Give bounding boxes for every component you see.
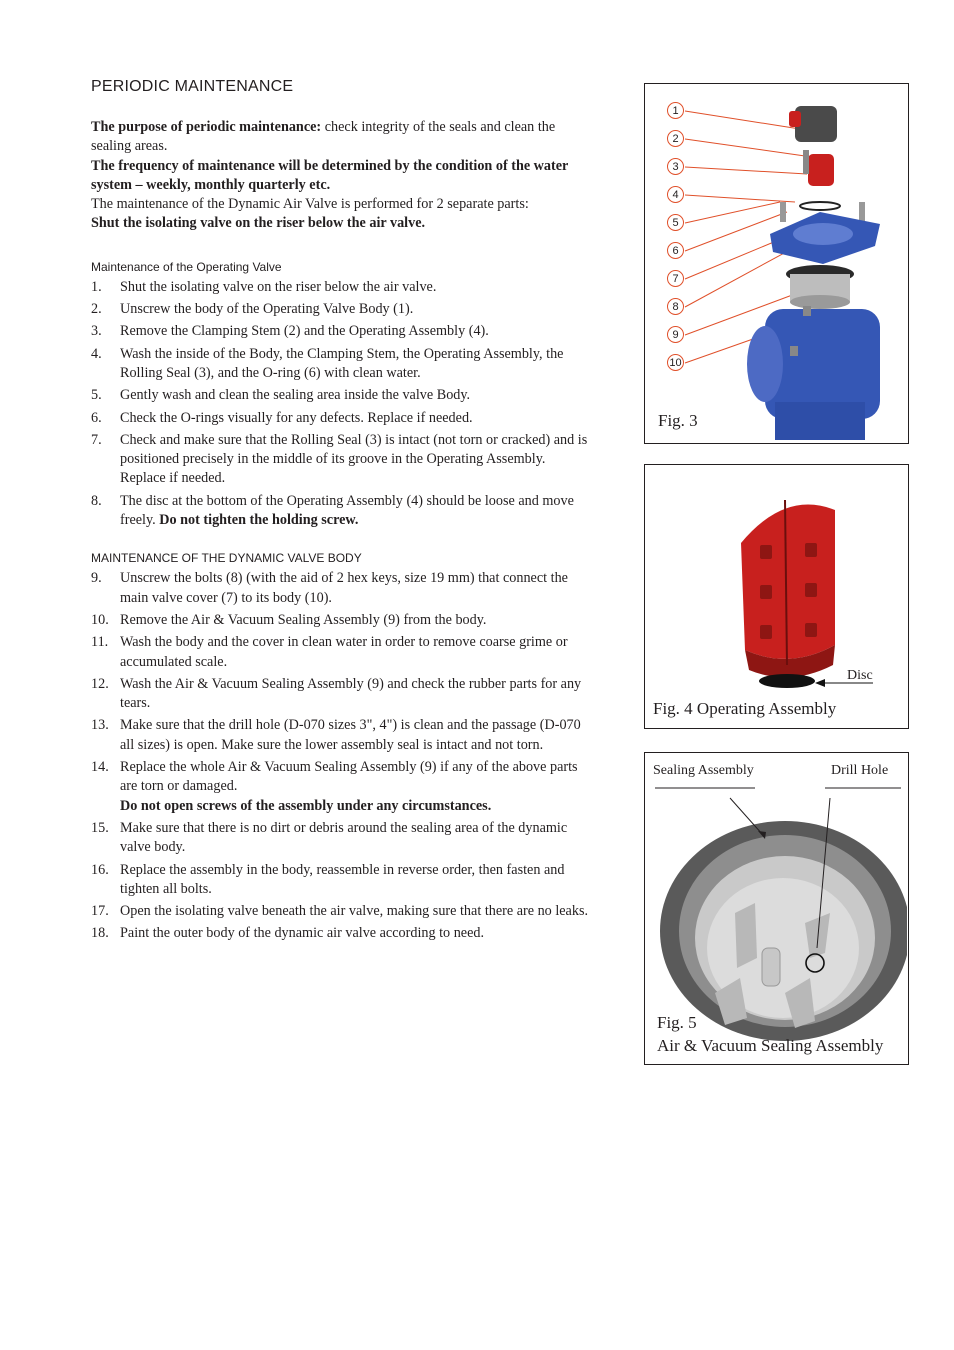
step-text: Make sure that there is no dirt or debris around the sealing area of the dynamic valve body. bbox=[120, 819, 568, 856]
step-text: Replace the assembly in the body, reassemble in reverse order, then fasten and tighten all bolts. bbox=[120, 861, 565, 897]
step-text: Check and make sure that the Rolling Seal (3) is intact (not torn or cracked) and is positioned precisely in the middle of its groove in the Operating Assembly. Replace if needed. bbox=[120, 431, 588, 487]
step-number: 11. bbox=[91, 634, 109, 651]
list-item bbox=[91, 611, 591, 630]
purpose-text: check integrity of the seals and clean the sealing areas. bbox=[91, 119, 556, 155]
step-number: 14. bbox=[91, 759, 109, 776]
step-number: 4. bbox=[91, 345, 102, 362]
list-item bbox=[91, 386, 591, 405]
drill-hole-label: Drill Hole bbox=[831, 763, 889, 778]
step-text: Remove the Air & Vacuum Sealing Assembly (9) from the body. bbox=[120, 611, 487, 628]
frequency-text: The frequency of maintenance will be determined by the condition of the water system – weekly, monthly quarterly etc. bbox=[91, 157, 569, 193]
step-number: 10. bbox=[91, 611, 109, 628]
callout-number: 9 bbox=[667, 326, 684, 343]
figure-3 bbox=[644, 83, 909, 444]
dynamic-valve-steps bbox=[91, 569, 591, 943]
step-warning: Do not open screws of the assembly under any circumstances. bbox=[120, 797, 492, 814]
callout-number: 5 bbox=[667, 214, 684, 231]
figure-5 bbox=[644, 752, 909, 1065]
step-text: Check the O-rings visually for any defects. Replace if needed. bbox=[120, 409, 473, 426]
page-heading: PERIODIC MAINTENANCE bbox=[91, 78, 294, 95]
figure-4 bbox=[644, 464, 909, 729]
callout-number: 4 bbox=[667, 186, 684, 203]
list-item bbox=[91, 492, 591, 531]
step-number: 8. bbox=[91, 492, 102, 509]
text-column bbox=[91, 78, 591, 947]
step-number: 12. bbox=[91, 675, 109, 692]
step-text: The disc at the bottom of the Operating Assembly (4) should be loose and move freely. bbox=[120, 492, 574, 529]
list-item bbox=[91, 278, 591, 297]
step-number: 18. bbox=[91, 925, 109, 942]
step-number: 15. bbox=[91, 819, 109, 836]
disc-label: Disc bbox=[847, 668, 873, 683]
step-text: Make sure that the drill hole (D-070 sizes 3", 4") is clean and the passage (D-070 all sizes) is open. Make sure the lower assembly seal is intact and not torn. bbox=[120, 717, 581, 753]
list-item bbox=[91, 569, 591, 608]
step-number: 2. bbox=[91, 301, 102, 318]
step-number: 17. bbox=[91, 903, 109, 920]
step-number: 1. bbox=[91, 278, 102, 295]
list-item bbox=[91, 633, 591, 672]
callout-number: 1 bbox=[667, 102, 684, 119]
step-text: Remove the Clamping Stem (2) and the Operating Assembly (4). bbox=[120, 323, 489, 340]
step-text: Wash the body and the cover in clean water in order to remove coarse grime or accumulated scale. bbox=[120, 634, 568, 670]
operating-valve-steps bbox=[91, 278, 591, 531]
callout-number: 7 bbox=[667, 270, 684, 287]
purpose-paragraph bbox=[91, 118, 591, 157]
step-text: Unscrew the body of the Operating Valve Body (1). bbox=[120, 301, 414, 318]
list-item bbox=[91, 431, 591, 489]
list-item bbox=[91, 322, 591, 341]
separate-parts-paragraph: The maintenance of the Dynamic Air Valve is performed for 2 separate parts: bbox=[91, 196, 529, 213]
step-number: 16. bbox=[91, 861, 109, 878]
list-item bbox=[91, 819, 591, 858]
sealing-assembly-label: Sealing Assembly bbox=[653, 763, 754, 778]
operating-assembly-illustration bbox=[645, 465, 907, 727]
step-text: Unscrew the bolts (8) (with the aid of 2 hex keys, size 19 mm) that connect the main valve cover (7) to its body (10). bbox=[120, 570, 568, 606]
step-text: Replace the whole Air & Vacuum Sealing Assembly (9) if any of the above parts are torn or damaged. bbox=[120, 759, 578, 795]
step-number: 6. bbox=[91, 409, 102, 426]
step-emphasis: Do not tighten the holding screw. bbox=[159, 512, 359, 529]
step-text: Paint the outer body of the dynamic air valve according to need. bbox=[120, 925, 485, 942]
step-number: 3. bbox=[91, 323, 102, 340]
step-number: 13. bbox=[91, 717, 109, 734]
list-item bbox=[91, 758, 591, 816]
step-text: Shut the isolating valve on the riser below the air valve. bbox=[120, 278, 437, 295]
callout-number: 3 bbox=[667, 158, 684, 175]
figure-5-caption-line1: Fig. 5 bbox=[657, 1013, 697, 1032]
step-number: 9. bbox=[91, 570, 102, 587]
shut-valve-text: Shut the isolating valve on the riser below the air valve. bbox=[91, 215, 426, 232]
step-number: 7. bbox=[91, 431, 102, 448]
step-text: Open the isolating valve beneath the air valve, making sure that there are no leaks. bbox=[120, 903, 589, 920]
purpose-label: The purpose of periodic maintenance: bbox=[91, 119, 322, 135]
section-dynamic-valve-title: MAINTENANCE OF THE DYNAMIC VALVE BODY bbox=[91, 551, 362, 566]
figure-3-caption: Fig. 3 bbox=[658, 411, 698, 430]
list-item bbox=[91, 902, 591, 921]
callout-number: 8 bbox=[667, 298, 684, 315]
exploded-valve-illustration bbox=[645, 84, 907, 442]
step-text: Wash the inside of the Body, the Clamping Stem, the Operating Assembly, the Rolling Seal (3), and the O-ring (6) with clean water. bbox=[120, 345, 564, 381]
callout-number: 10 bbox=[667, 354, 684, 371]
section-operating-valve-title: Maintenance of the Operating Valve bbox=[91, 259, 282, 274]
callout-number: 2 bbox=[667, 130, 684, 147]
frequency-paragraph bbox=[91, 157, 591, 196]
list-item bbox=[91, 924, 591, 943]
step-text: Wash the Air & Vacuum Sealing Assembly (9) and check the rubber parts for any tears. bbox=[120, 675, 582, 712]
list-item bbox=[91, 409, 591, 428]
figure-4-caption: Fig. 4 Operating Assembly bbox=[653, 699, 837, 718]
step-text: Gently wash and clean the sealing area inside the valve Body. bbox=[120, 387, 471, 404]
figure-5-caption-line2: Air & Vacuum Sealing Assembly bbox=[657, 1036, 884, 1055]
list-item bbox=[91, 861, 591, 900]
list-item bbox=[91, 675, 591, 714]
list-item bbox=[91, 345, 591, 384]
list-item bbox=[91, 300, 591, 319]
shut-valve-paragraph bbox=[91, 214, 591, 233]
callout-number: 6 bbox=[667, 242, 684, 259]
list-item bbox=[91, 716, 591, 755]
step-number: 5. bbox=[91, 387, 102, 404]
